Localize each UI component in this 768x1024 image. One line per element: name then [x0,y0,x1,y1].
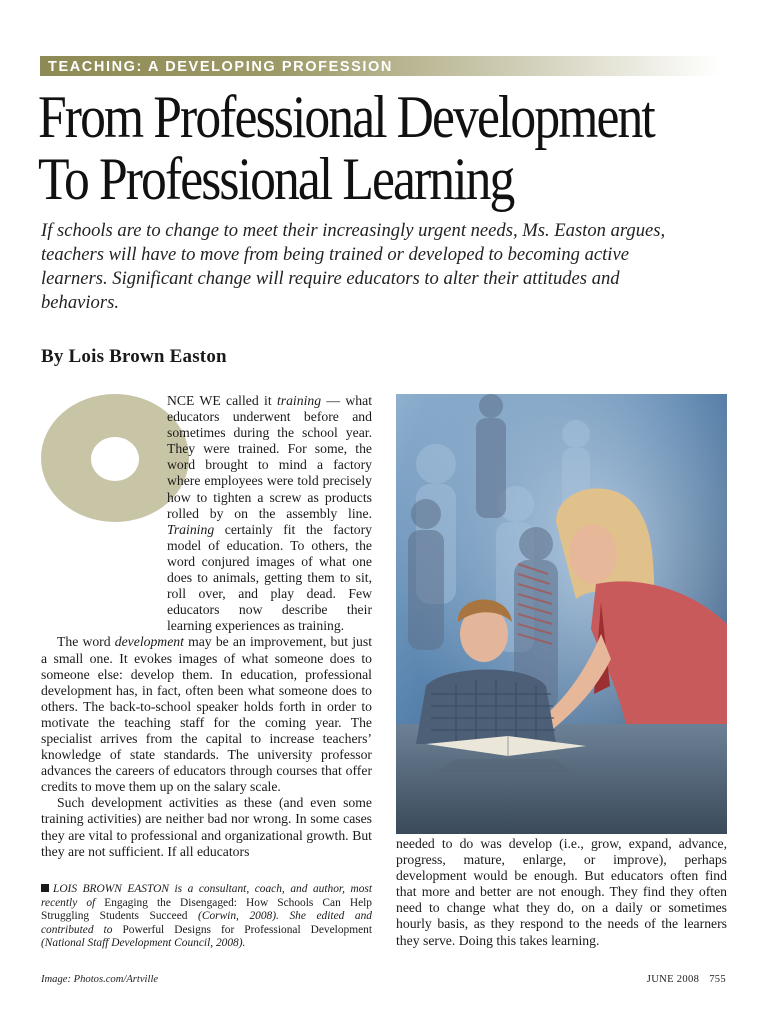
page-number: 755 [709,974,726,985]
author-bio [41,883,372,951]
paragraph-1 [41,393,372,634]
p2-emphasis: development [114,634,184,650]
section-kicker: TEACHING: A DEVELOPING PROFESSION [48,59,393,75]
p1-emphasis: training [276,393,322,408]
p1-emphasis-2: Training [167,521,215,537]
author-bio-text [41,883,372,951]
byline: By Lois Brown Easton [41,346,227,367]
teacher-student-photo [396,394,727,834]
left-column [41,393,372,860]
bio-book-1: Engaging the Disengaged: How Schools Can Help Struggling Students Succeed [41,896,372,923]
title-line-1: From Professional Development [38,84,654,150]
bio-square-icon [41,884,49,892]
bio-text-1: LOIS BROWN EASTON is a consultant, coach, and author, most recently of [41,883,372,909]
bio-text-3: (National Staff Development Council, 2008). [41,937,246,950]
article-title [38,84,654,212]
image-credit: Image: Photos.com/Artville [41,974,159,985]
drop-cap-letter: O [40,393,41,394]
p2-text-a: The word [57,634,115,650]
paragraph-3: Such development activities as these (and even some training activities) are neither bad nor wrong. In some cases they are vital to professional and organizational growth. But they are not sufficient. If all educators [41,795,372,859]
right-column [396,836,727,949]
teacher-face [569,524,617,584]
bio-book-2: Powerful Designs for Professional Development [122,923,373,936]
page-folio [647,974,726,985]
paragraph-3-continued: needed to do was develop (i.e., grow, expand, advance, progress, mature, enlarge, or improve), perhaps development would be enough. But educators often find that more and better are not enough. They find they often need to change what they do, on a daily or sometimes hourly basis, as they respond to the needs of the learners they serve. Doing this takes learning. [396,836,727,948]
issue-date: JUNE 2008 [646,974,700,985]
bio-text-2: (Corwin, 2008). She edited and contributed to [41,910,372,936]
p2-text-b: may be an improvement, but just a small one. It evokes images of what someone does to someone else: develop them. In education, professional development has, in fact, often been what someone does to others. The back-to-school speaker holds forth in order to motivate the teaching staff for the coming year. The specialist arrives from the capital to increase teachers’ knowledge of state standards. The university professor advances the careers of educators through courses that offer credits to move them up on the salary scale. [41,634,372,795]
p1-text-c: certainly fit the factory model of education. To others, the word conjured images of what one does to animals, getting them to sit, roll over, and play dead. Few educators now describe their learning experiences as training. [167,521,372,634]
photo-illustration [396,394,727,834]
title-line-2: To Professional Learning [38,146,514,212]
article-deck: If schools are to change to meet their increasingly urgent needs, Ms. Easton argues, teachers will have to move from being trained or developed to becoming active learners. Significant change will require educators to alter their attitudes and behaviors. [41,220,666,313]
paragraph-2 [41,634,372,795]
p1-text-a: NCE WE called it [167,393,277,408]
p1-text-b: — what educators underwent before and sometimes during the school year. They were trained. For some, the word brought to mind a factory where employees were told precisely how to tighten a screw as products rolled by on the assembly line. [167,393,372,521]
